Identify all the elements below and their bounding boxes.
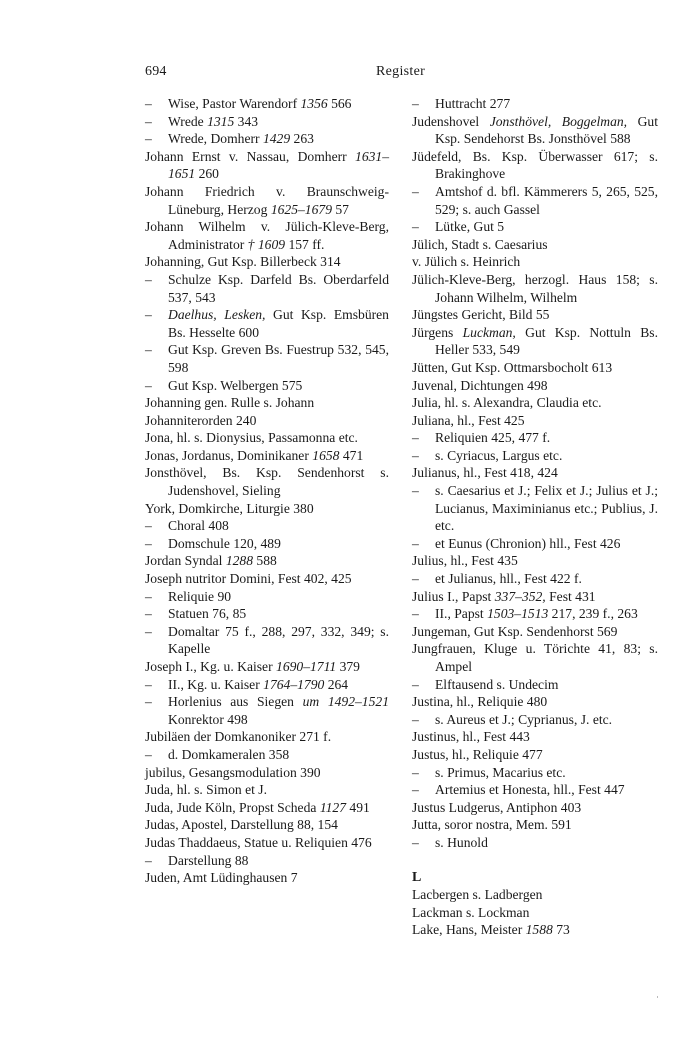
- subentry-dash: –: [412, 96, 419, 111]
- subentry-dash: –: [145, 518, 152, 534]
- index-entry: Lackman s. Lockman: [412, 904, 530, 920]
- index-entry: Jülich-Kleve-Berg, herzogl. Haus 158; s. Johann Wilhelm, Wilhelm: [412, 271, 658, 305]
- index-subentry: – Darstellung 88: [145, 852, 249, 868]
- index-entry: Jürgens Luckman, Gut Ksp. Nottuln Bs. Heller 533, 549: [412, 324, 658, 358]
- index-entry: Julia, hl. s. Alexandra, Claudia etc.: [412, 395, 602, 411]
- subentry-dash: –: [145, 588, 152, 604]
- subentry-dash: –: [145, 342, 152, 358]
- index-entry: Johanning, Gut Ksp. Billerbeck 314: [145, 254, 341, 270]
- index-subentry: – s. Aureus et J.; Cyprianus, J. etc.: [412, 711, 613, 727]
- subentry-dash: –: [412, 711, 419, 727]
- subentry-dash: –: [412, 183, 419, 199]
- index-entry: jubilus, Gesangsmodulation 390: [145, 764, 321, 780]
- index-entry: Judenshovel Jonsthövel, Boggelman, Gut Ksp. Sendehorst Bs. Jonsthövel 588: [412, 113, 658, 147]
- subentry-dash: –: [412, 606, 419, 622]
- running-head: Register: [376, 64, 426, 79]
- subentry-dash: –: [412, 571, 419, 587]
- index-entry: Jordan Syndal 1288 588: [145, 553, 277, 569]
- index-entries-l: [412, 886, 658, 939]
- index-entry: Johann Friedrich v. Braunschweig-Lüneburg, Herzog 1625–1679 57: [145, 183, 389, 217]
- index-entries-j: [412, 95, 658, 852]
- index-entry: Jubiläen der Domkanoniker 271 f.: [145, 729, 332, 745]
- index-entry: Juden, Amt Lüdinghausen 7: [145, 870, 298, 886]
- index-entry: York, Domkirche, Liturgie 380: [145, 500, 314, 516]
- print-speck: [657, 996, 658, 998]
- index-subentry: – II., Kg. u. Kaiser 1764–1790 264: [145, 676, 349, 692]
- index-entry: v. Jülich s. Heinrich: [412, 254, 521, 270]
- index-subentry: – Horlenius aus Siegen um 1492–1521 Konrektor 498: [145, 694, 389, 727]
- index-subentry: – Gut Ksp. Greven Bs. Fuestrup 532, 545, 598: [145, 342, 389, 375]
- index-entry: Julius I., Papst 337–352, Fest 431: [412, 588, 596, 604]
- subentry-dash: –: [412, 535, 419, 551]
- index-subentry: – et Julianus, hll., Fest 422 f.: [412, 571, 582, 587]
- index-entry: Jona, hl. s. Dionysius, Passamonna etc.: [145, 430, 358, 446]
- index-entry: Juda, hl. s. Simon et J.: [145, 782, 267, 798]
- index-entry: Jungeman, Gut Ksp. Sendenhorst 569: [412, 623, 618, 639]
- subentry-dash: –: [145, 307, 152, 323]
- index-subentry: – Wrede, Domherr 1429 263: [145, 131, 314, 147]
- index-entry: Jülich, Stadt s. Caesarius: [412, 236, 548, 252]
- index-entry: Jüdefeld, Bs. Ksp. Überwasser 617; s. Brakinghove: [412, 148, 658, 182]
- index-subentry: – Wrede 1315 343: [145, 113, 259, 129]
- index-subentry: – Daelhus, Lesken, Gut Ksp. Emsbüren Bs. Hesselte 600: [145, 307, 389, 340]
- index-subentry: – Gut Ksp. Welbergen 575: [145, 377, 303, 393]
- index-entry: Justina, hl., Reliquie 480: [412, 694, 548, 710]
- index-subentry: – Reliquien 425, 477 f.: [412, 430, 551, 446]
- index-subentry: – s. Hunold: [412, 834, 488, 850]
- index-entry: Jonas, Jordanus, Dominikaner 1658 471: [145, 447, 364, 463]
- subentry-dash: –: [412, 447, 419, 463]
- index-entry: Johann Wilhelm v. Jülich-Kleve-Berg, Administrator † 1609 157 ff.: [145, 219, 389, 252]
- index-entry: Lacbergen s. Ladbergen: [412, 887, 543, 903]
- subentry-dash: –: [145, 852, 152, 868]
- index-subentry: – Statuen 76, 85: [145, 606, 247, 622]
- index-subentry: – Domaltar 75 f., 288, 297, 332, 349; s. Kapelle: [145, 623, 389, 657]
- index-subentry: – II., Papst 1503–1513 217, 239 f., 263: [412, 606, 638, 622]
- subentry-dash: –: [145, 113, 152, 129]
- subentry-dash: –: [412, 676, 419, 692]
- index-entry: Julianus, hl., Fest 418, 424: [412, 465, 558, 481]
- index-subentry: – Elftausend s. Undecim: [412, 676, 559, 692]
- index-entry: Jüngstes Gericht, Bild 55: [412, 307, 550, 323]
- subentry-dash: –: [412, 430, 419, 446]
- index-subentry: – Amtshof d. bfl. Kämmerers 5, 265, 525, 529; s. auch Gassel: [412, 183, 658, 217]
- index-subentry: – s. Cyriacus, Largus etc.: [412, 447, 563, 463]
- index-entry: Johanning gen. Rulle s. Johann: [145, 395, 315, 411]
- index-subentry: – s. Primus, Macarius etc.: [412, 764, 566, 780]
- subentry-dash: –: [412, 834, 419, 850]
- index-subentry: – Wise, Pastor Warendorf 1356 566: [145, 96, 352, 111]
- subentry-dash: –: [145, 746, 152, 762]
- index-entry: Juliana, hl., Fest 425: [412, 412, 525, 428]
- subentry-dash: –: [145, 623, 152, 639]
- subentry-dash: –: [145, 96, 152, 111]
- index-entry: Joseph nutritor Domini, Fest 402, 425: [145, 571, 352, 587]
- index-entry: Justus Ludgerus, Antiphon 403: [412, 799, 582, 815]
- subentry-dash: –: [412, 219, 419, 235]
- index-entry: Lake, Hans, Meister 1588 73: [412, 922, 570, 938]
- index-entry: Juda, Jude Köln, Propst Scheda 1127 491: [145, 799, 370, 815]
- index-subentry: – Lütke, Gut 5: [412, 219, 505, 235]
- index-entry: Jütten, Gut Ksp. Ottmarsbocholt 613: [412, 359, 613, 375]
- index-entry: Justus, hl., Reliquie 477: [412, 746, 543, 762]
- index-subentry: – Artemius et Honesta, hll., Fest 447: [412, 782, 625, 798]
- index-entry: Jungfrauen, Kluge u. Törichte 41, 83; s. Ampel: [412, 641, 658, 674]
- index-entry: Judas Thaddaeus, Statue u. Reliquien 476: [145, 834, 372, 850]
- subentry-dash: –: [145, 676, 152, 692]
- page-number: 694: [145, 64, 167, 79]
- subentry-dash: –: [145, 694, 152, 710]
- index-subentry: – s. Caesarius et J.; Felix et J.; Julius et J.; Lucianus, Maximinianus etc.; Publius, J. etc.: [412, 483, 658, 534]
- subentry-dash: –: [412, 764, 419, 780]
- index-entry: Judas, Apostel, Darstellung 88, 154: [145, 817, 338, 833]
- index-subentry: – Huttracht 277: [412, 96, 511, 111]
- index-subentry: – Choral 408: [145, 518, 229, 534]
- subentry-dash: –: [145, 377, 152, 393]
- index-entry: Jonsthövel, Bs. Ksp. Sendenhorst s. Judenshovel, Sieling: [145, 465, 389, 499]
- subentry-dash: –: [145, 271, 152, 287]
- subentry-dash: –: [145, 131, 152, 147]
- index-subentry: – Schulze Ksp. Darfeld Bs. Oberdarfeld 537, 543: [145, 271, 389, 305]
- index-entry: Juvenal, Dichtungen 498: [412, 377, 548, 393]
- subentry-dash: –: [412, 483, 419, 499]
- index-subentry: – et Eunus (Chronion) hll., Fest 426: [412, 535, 621, 551]
- index-entry: Justinus, hl., Fest 443: [412, 729, 530, 745]
- index-subentry: – d. Domkameralen 358: [145, 746, 290, 762]
- subentry-dash: –: [145, 535, 152, 551]
- index-entry: Jutta, soror nostra, Mem. 591: [412, 817, 572, 833]
- index-column-left: [145, 95, 389, 887]
- index-subentry: – Domschule 120, 489: [145, 535, 281, 551]
- index-entry: Julius, hl., Fest 435: [412, 553, 518, 569]
- index-entry: Johanniterorden 240: [145, 412, 257, 428]
- section-letter-heading: L: [412, 869, 422, 885]
- index-subentry: – Reliquie 90: [145, 588, 232, 604]
- subentry-dash: –: [145, 606, 152, 622]
- index-column-right: [412, 95, 658, 939]
- index-entry: Joseph I., Kg. u. Kaiser 1690–1711 379: [145, 659, 360, 674]
- subentry-dash: –: [412, 782, 419, 798]
- index-entry: Johann Ernst v. Nassau, Domherr 1631–1651 260: [145, 148, 389, 182]
